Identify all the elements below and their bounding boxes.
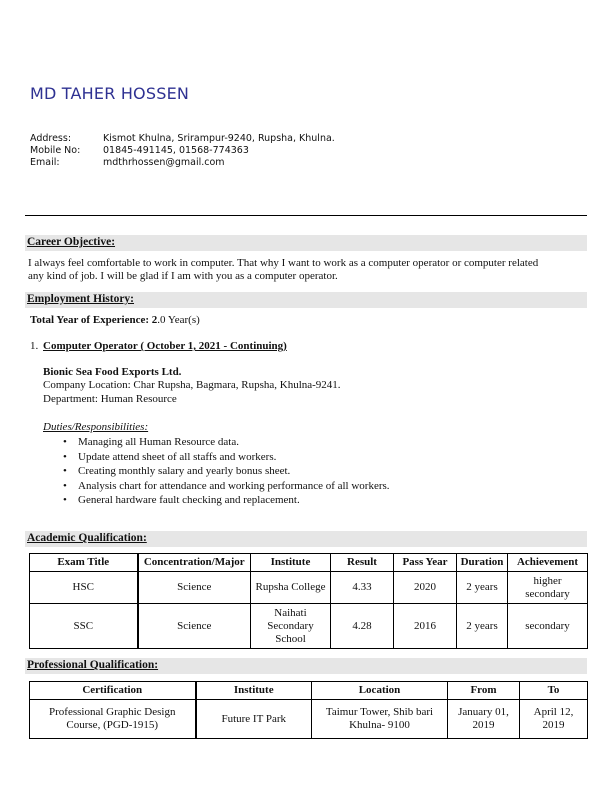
email-value[interactable]: mdthrhossen@gmail.com — [103, 157, 225, 168]
table-cell: SSC — [30, 604, 138, 649]
table-cell: Taimur Tower, Shib bari Khulna- 9100 — [312, 700, 448, 739]
email-label: Email: — [30, 157, 60, 168]
column-header: Exam Title — [30, 554, 138, 572]
duty-item: Creating monthly salary and yearly bonus sheet. — [78, 465, 291, 478]
employment-history-heading — [25, 292, 587, 308]
column-header: Certification — [30, 682, 196, 700]
column-header: Pass Year — [394, 554, 457, 572]
column-header: Duration — [457, 554, 508, 572]
section-title: Professional Qualification: — [27, 659, 159, 671]
table-row — [30, 572, 588, 604]
job-number: 1. — [30, 340, 39, 352]
objective-line: any kind of job. I will be glad if I am with you as a computer operator. — [28, 270, 338, 282]
academic-table — [29, 553, 588, 649]
table-cell: January 01, 2019 — [448, 700, 520, 739]
section-title: Employment History: — [27, 293, 135, 305]
mobile-value: 01845-491145, 01568-774363 — [103, 145, 249, 156]
table-cell: 2 years — [457, 572, 508, 604]
table-cell: Professional Graphic Design Course, (PGD-1915) — [30, 700, 196, 739]
career-objective-heading — [25, 235, 587, 251]
bullet-icon: • — [63, 479, 67, 492]
divider — [25, 215, 587, 216]
professional-table — [29, 681, 588, 739]
section-title: Career Objective: — [27, 236, 116, 248]
column-header: To — [520, 682, 588, 700]
company-location: Company Location: Char Rupsha, Bagmara, Rupsha, Khulna-9241. — [43, 379, 341, 391]
total-years: 2 — [151, 314, 158, 326]
bullet-icon: • — [63, 436, 67, 448]
section-title: Academic Qualification: — [27, 532, 147, 544]
table-cell: 2020 — [394, 572, 457, 604]
total-years-rest: .0 Year(s) — [157, 314, 200, 326]
table-cell: HSC — [30, 572, 138, 604]
candidate-name: MD TAHER HOSSEN — [30, 84, 190, 103]
address-label: Address: — [30, 133, 72, 144]
company-name: Bionic Sea Food Exports Ltd. — [43, 366, 182, 378]
address-value: Kismot Khulna, Srirampur-9240, Rupsha, Khulna. — [103, 133, 335, 144]
job-title: Computer Operator ( October 1, 2021 - Continuing) — [43, 340, 287, 352]
academic-heading — [25, 531, 587, 547]
objective-line: I always feel comfortable to work in computer. That why I want to work as a computer operator or computer related — [28, 257, 539, 269]
bullet-icon: • — [63, 494, 67, 507]
table-cell: Naihati Secondary School — [251, 604, 331, 649]
column-header: Result — [331, 554, 394, 572]
column-header: Achievement — [508, 554, 588, 572]
column-header: From — [448, 682, 520, 700]
bullet-icon: • — [63, 450, 67, 463]
mobile-label: Mobile No: — [30, 145, 81, 156]
table-cell: secondary — [508, 604, 588, 649]
duty-item: Analysis chart for attendance and working performance of all workers. — [78, 479, 390, 492]
column-header: Concentration/Major — [138, 554, 251, 572]
table-cell: 4.33 — [331, 572, 394, 604]
duty-item: General hardware fault checking and replacement. — [78, 494, 300, 507]
column-header: Institute — [251, 554, 331, 572]
professional-heading — [25, 658, 587, 674]
table-row — [30, 700, 588, 739]
duty-item: Managing all Human Resource data. — [78, 436, 239, 448]
table-cell: Future IT Park — [196, 700, 312, 739]
table-row — [30, 604, 588, 649]
bullet-icon: • — [63, 465, 67, 478]
duty-item: Update attend sheet of all staffs and workers. — [78, 450, 277, 463]
column-header: Institute — [196, 682, 312, 700]
department: Department: Human Resource — [43, 393, 177, 405]
table-cell: April 12, 2019 — [520, 700, 588, 739]
duties-title: Duties/Responsibilities: — [43, 421, 149, 433]
column-header: Location — [312, 682, 448, 700]
table-cell: Science — [138, 572, 251, 604]
table-cell: 2 years — [457, 604, 508, 649]
table-cell: Science — [138, 604, 251, 649]
table-cell: Rupsha College — [251, 572, 331, 604]
table-cell: 2016 — [394, 604, 457, 649]
total-experience — [30, 314, 200, 326]
table-cell: higher secondary — [508, 572, 588, 604]
total-label: Total Year of Experience: — [30, 314, 150, 326]
table-cell: 4.28 — [331, 604, 394, 649]
